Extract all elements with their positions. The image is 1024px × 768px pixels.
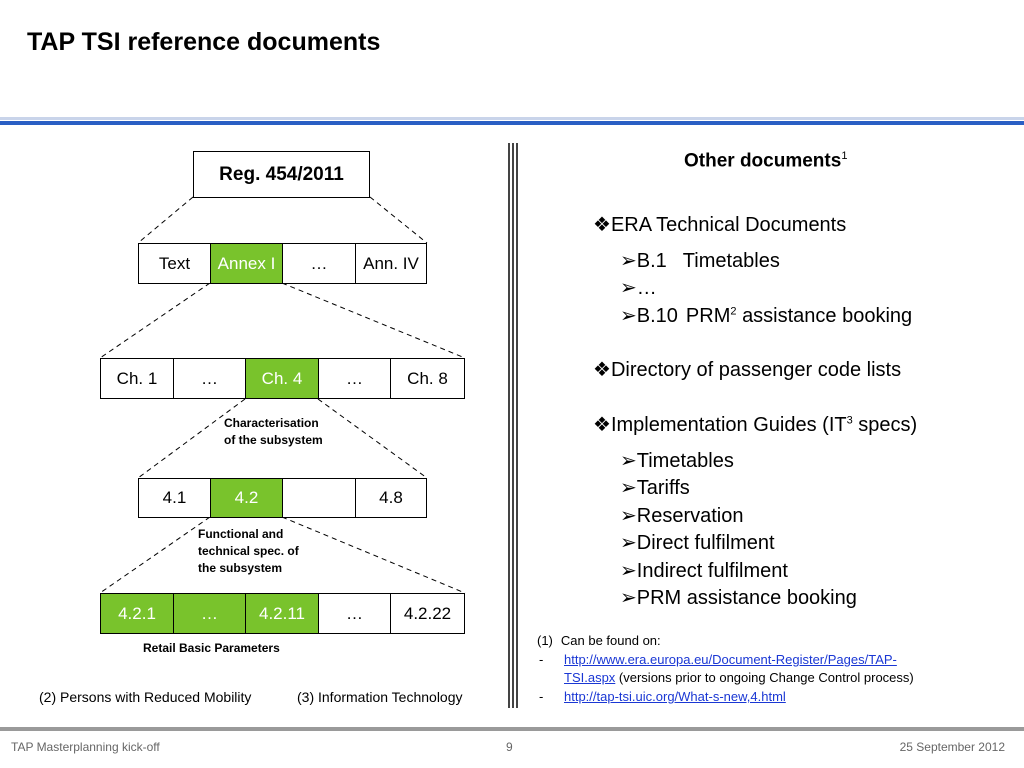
era-item-b10: ➢B.10 PRM$^2$ assistance booking bbox=[620, 305, 913, 327]
cell-ellipsis: … bbox=[173, 358, 246, 399]
cell-annex-i: Annex I bbox=[210, 243, 283, 284]
footnote-dash: - bbox=[539, 652, 544, 667]
footnote-link-2 bbox=[564, 688, 786, 706]
cell-ch8: Ch. 8 bbox=[390, 358, 465, 399]
cell-4-1: 4.1 bbox=[138, 478, 211, 518]
diamond-bullet-icon: ❖ bbox=[593, 359, 611, 381]
era-item-b1: ➢B.1 Timetables bbox=[620, 250, 780, 272]
impl-item: ➢Tariffs bbox=[620, 477, 690, 500]
bullet-directory: ❖Directory of passenger code lists bbox=[593, 359, 902, 381]
cell-ellipsis: … bbox=[318, 358, 391, 399]
footnote-link-1: http://www.era.europa.eu/Document-Register/Pages/TAP- TSI.aspx (versions prior to ongoing Change Control process) bbox=[564, 652, 914, 685]
diamond-bullet-icon: ❖ bbox=[593, 214, 611, 236]
impl-list bbox=[620, 448, 857, 612]
cell-4-2-1: 4.2.1 bbox=[100, 593, 174, 634]
arrow-bullet-icon: ➢ bbox=[620, 532, 637, 555]
arrow-bullet-icon: ➢ bbox=[620, 587, 637, 610]
cell-ch4: Ch. 4 bbox=[245, 358, 319, 399]
arrow-bullet-icon: ➢ bbox=[620, 504, 637, 527]
impl-item: ➢Direct fulfilment bbox=[620, 532, 775, 555]
footer-date: 25 September 2012 bbox=[899, 740, 1005, 754]
cell-annex-iv: Ann. IV bbox=[355, 243, 427, 284]
era-register-link[interactable]: http://www.era.europa.eu/Document-Register/Pages/TAP- bbox=[564, 652, 897, 667]
arrow-bullet-icon: ➢ bbox=[620, 477, 637, 500]
footnote-dash: - bbox=[539, 689, 544, 704]
caption-retail-parameters: Retail Basic Parameters bbox=[143, 641, 280, 655]
arrow-bullet-icon: ➢ bbox=[620, 450, 637, 472]
caption-functional-spec: Functional and technical spec. of the subsystem bbox=[198, 527, 299, 575]
cell-4-2-22: 4.2.22 bbox=[390, 593, 465, 634]
cell-ch1: Ch. 1 bbox=[100, 358, 174, 399]
cell-ellipsis: … bbox=[282, 243, 356, 284]
regulation-box bbox=[193, 151, 370, 198]
arrow-bullet-icon: ➢ bbox=[620, 250, 637, 272]
era-item-ellipsis: ➢… bbox=[620, 277, 657, 299]
footnote-1: (1) Can be found on: bbox=[537, 633, 661, 648]
impl-item: ➢Indirect fulfilment bbox=[620, 559, 788, 582]
note-it: (3) Information Technology bbox=[297, 689, 463, 705]
cell-4-8: 4.8 bbox=[355, 478, 427, 518]
note-prm: (2) Persons with Reduced Mobility bbox=[39, 689, 252, 705]
cell-ellipsis: … bbox=[173, 593, 246, 634]
other-documents-heading: Other documents$^1$ bbox=[684, 150, 848, 172]
diamond-bullet-icon: ❖ bbox=[593, 414, 611, 436]
bullet-era: ❖ERA Technical Documents bbox=[593, 214, 847, 236]
uic-tap-tsi-link[interactable]: http://tap-tsi.uic.org/What-s-new,4.html bbox=[564, 689, 786, 704]
footer-title: TAP Masterplanning kick-off bbox=[11, 740, 160, 754]
bullet-implementation-guides: ❖Implementation Guides ($IT^3$ specs) bbox=[593, 414, 918, 436]
arrow-bullet-icon: ➢ bbox=[620, 559, 637, 582]
era-register-link-cont[interactable]: TSI.aspx bbox=[564, 670, 616, 685]
cell-ellipsis: … bbox=[318, 593, 391, 634]
arrow-bullet-icon: ➢ bbox=[620, 305, 637, 327]
impl-item: ➢Timetables bbox=[620, 450, 734, 472]
caption-characterisation: Characterisation of the subsystem bbox=[224, 416, 323, 447]
cell-4-2: 4.2 bbox=[210, 478, 283, 518]
regulation-label: Reg. 454/2011 bbox=[219, 163, 344, 185]
cell-empty bbox=[282, 478, 356, 518]
footer-page-number: 9 bbox=[506, 740, 513, 754]
cell-text: Text bbox=[138, 243, 211, 284]
impl-item: ➢Reservation bbox=[620, 504, 744, 527]
arrow-bullet-icon: ➢ bbox=[620, 277, 637, 299]
impl-item: ➢PRM assistance booking bbox=[620, 587, 857, 610]
footer-rule bbox=[0, 727, 1024, 731]
cell-4-2-11: 4.2.11 bbox=[245, 593, 319, 634]
page-title: TAP TSI reference documents bbox=[27, 28, 381, 56]
